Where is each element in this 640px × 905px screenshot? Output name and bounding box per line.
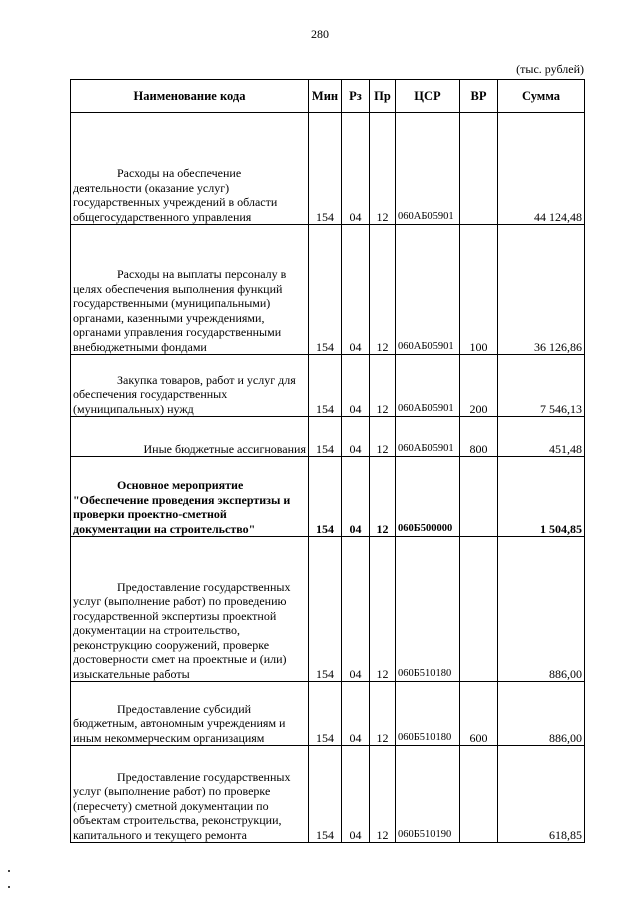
row-pr: 12 <box>370 355 396 417</box>
table-row <box>71 417 585 457</box>
row-name: Закупка товаров, работ и услуг для обеспечения государственных (муниципальных) нужд <box>71 355 309 417</box>
row-rz: 04 <box>342 113 370 225</box>
row-min: 154 <box>309 682 342 746</box>
header-name: Наименование кода <box>71 80 309 113</box>
margin-mark <box>8 886 10 888</box>
page-number: 280 <box>311 27 329 41</box>
row-name: Основное мероприятие "Обеспечение проведения экспертизы и проверки проектно-сметной документации на строительство" <box>71 457 309 537</box>
header-pr: Пр <box>370 80 396 113</box>
row-csr: 060Б510190 <box>396 746 460 843</box>
table-row <box>71 537 585 682</box>
row-pr: 12 <box>370 225 396 355</box>
units-label: (тыс. рублей) <box>516 62 584 76</box>
table-row <box>71 113 585 225</box>
row-sum: 618,85 <box>498 746 585 843</box>
table-header-row <box>71 80 585 113</box>
row-sum: 451,48 <box>498 417 585 457</box>
row-rz: 04 <box>342 225 370 355</box>
row-name: Предоставление субсидий бюджетным, автономным учреждениям и иным некоммерческим организациям <box>71 682 309 746</box>
row-pr: 12 <box>370 682 396 746</box>
table-row <box>71 746 585 843</box>
row-csr: 060АБ05901 <box>396 355 460 417</box>
header-rz: Рз <box>342 80 370 113</box>
header-min: Мин <box>309 80 342 113</box>
row-pr: 12 <box>370 113 396 225</box>
row-sum: 44 124,48 <box>498 113 585 225</box>
row-rz: 04 <box>342 457 370 537</box>
row-min: 154 <box>309 355 342 417</box>
row-csr: 060АБ05901 <box>396 225 460 355</box>
table-row <box>71 355 585 417</box>
row-min: 154 <box>309 537 342 682</box>
row-rz: 04 <box>342 537 370 682</box>
row-min: 154 <box>309 225 342 355</box>
row-rz: 04 <box>342 682 370 746</box>
margin-mark <box>8 870 10 872</box>
row-min: 154 <box>309 746 342 843</box>
row-pr: 12 <box>370 746 396 843</box>
row-vr: 100 <box>460 225 498 355</box>
row-pr: 12 <box>370 417 396 457</box>
row-vr <box>460 746 498 843</box>
row-min: 154 <box>309 417 342 457</box>
row-vr <box>460 537 498 682</box>
row-csr: 060АБ05901 <box>396 113 460 225</box>
row-vr <box>460 457 498 537</box>
row-name: Предоставление государственных услуг (выполнение работ) по проверке (пересчету) сметной документации по объектам строительства, реконструкции, капитального и текущего ремонта <box>71 746 309 843</box>
header-vr: ВР <box>460 80 498 113</box>
row-name: Иные бюджетные ассигнования <box>71 417 309 457</box>
row-rz: 04 <box>342 417 370 457</box>
row-vr: 200 <box>460 355 498 417</box>
row-csr: 060Б510180 <box>396 537 460 682</box>
row-pr: 12 <box>370 457 396 537</box>
row-min: 154 <box>309 113 342 225</box>
table-row <box>71 225 585 355</box>
row-csr: 060Б500000 <box>396 457 460 537</box>
row-rz: 04 <box>342 746 370 843</box>
header-sum: Сумма <box>498 80 585 113</box>
row-csr: 060АБ05901 <box>396 417 460 457</box>
table-row <box>71 682 585 746</box>
header-csr: ЦСР <box>396 80 460 113</box>
row-vr <box>460 113 498 225</box>
row-name: Расходы на обеспечение деятельности (оказание услуг) государственных учреждений в области общегосударственного управления <box>71 113 309 225</box>
row-sum: 1 504,85 <box>498 457 585 537</box>
row-rz: 04 <box>342 355 370 417</box>
row-sum: 886,00 <box>498 682 585 746</box>
budget-table <box>70 79 585 843</box>
row-sum: 7 546,13 <box>498 355 585 417</box>
row-sum: 886,00 <box>498 537 585 682</box>
row-pr: 12 <box>370 537 396 682</box>
table-row <box>71 457 585 537</box>
row-name: Предоставление государственных услуг (выполнение работ) по проведению государственной экспертизы проектной документации на строительство, реконструкцию сооружений, проверке достоверности смет на проектные и (или) изыскательные работы <box>71 537 309 682</box>
row-vr: 600 <box>460 682 498 746</box>
row-min: 154 <box>309 457 342 537</box>
row-vr: 800 <box>460 417 498 457</box>
row-sum: 36 126,86 <box>498 225 585 355</box>
row-csr: 060Б510180 <box>396 682 460 746</box>
row-name: Расходы на выплаты персоналу в целях обеспечения выполнения функций государственными (муниципальными) органами, казенными учреждениями, органами управления государственными внебюджетными фондами <box>71 225 309 355</box>
